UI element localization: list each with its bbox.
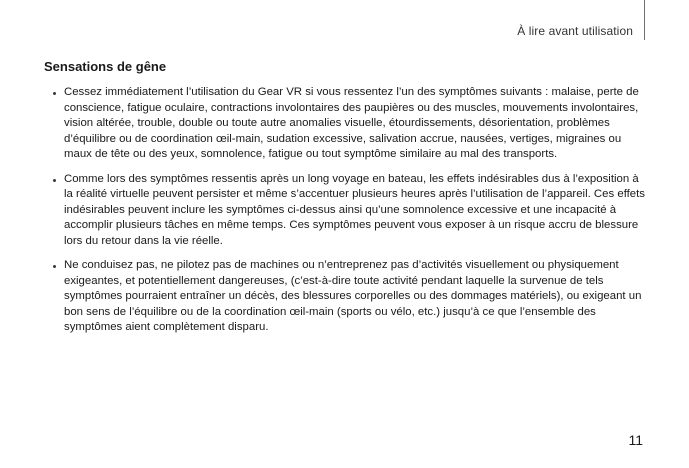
bullet-item-symptoms (44, 85, 650, 163)
page-number: 11 (628, 432, 643, 448)
header-divider (644, 0, 645, 40)
bullet-text: Comme lors des symptômes ressentis après un long voyage en bateau, les effets indésirables dus à l’exposition à la réalité virtuelle peuvent persister et même s’accentuer plusieurs heures après l’utilisation de l’appareil. Ces effets indésirables peuvent inclure les symptômes ci-dessus ainsi qu’une somnolence excessive et une incapacité à accomplir plusieurs tâches en même temps. Ces symptômes peuvent vous exposer à un risque accru de blessure lors du retour dans la vie réelle. (64, 172, 646, 247)
symptom-bullet-list (44, 85, 650, 345)
bullet-dot-icon (53, 179, 56, 182)
bullet-dot-icon (53, 92, 56, 95)
running-header-title: À lire avant utilisation (517, 24, 633, 38)
bullet-text: Ne conduisez pas, ne pilotez pas de machines ou n’entreprenez pas d’activités visuellement ou physiquement exigeantes, et potentiellement dangereuses, (c’est-à-dire toute activité pendant laquelle la survenue de tels symptômes pourraient entraîner un décès, des blessures corporelles ou des dommages matériels), ou exigeant un bon sens de l’équilibre ou de la coordination œil-main (sports ou vélo, etc.) jusqu’à ce que l’ensemble des symptômes aient complètement disparu. (64, 259, 642, 333)
bullet-dot-icon (53, 265, 56, 268)
bullet-text: Cessez immédiatement l’utilisation du Gear VR si vous ressentez l’un des symptômes suivants : malaise, perte de conscience, fatigue oculaire, contractions involontaires des paupières ou des muscles, mouvements involontaires, vision altérée, trouble, double ou toute autre anomalies visuelle, étourdissements, désorientation, problèmes d’équilibre ou de coordination œil-main, sudation excessive, salivation accrue, nausées, vertiges, migraines ou maux de tête ou des yeux, somnolence, fatigue ou tout symptôme similaire au mal des transports. (64, 86, 639, 160)
bullet-item-lingering-effects (44, 172, 650, 250)
bullet-item-no-driving (44, 258, 650, 336)
section-title: Sensations de gêne (44, 59, 167, 74)
